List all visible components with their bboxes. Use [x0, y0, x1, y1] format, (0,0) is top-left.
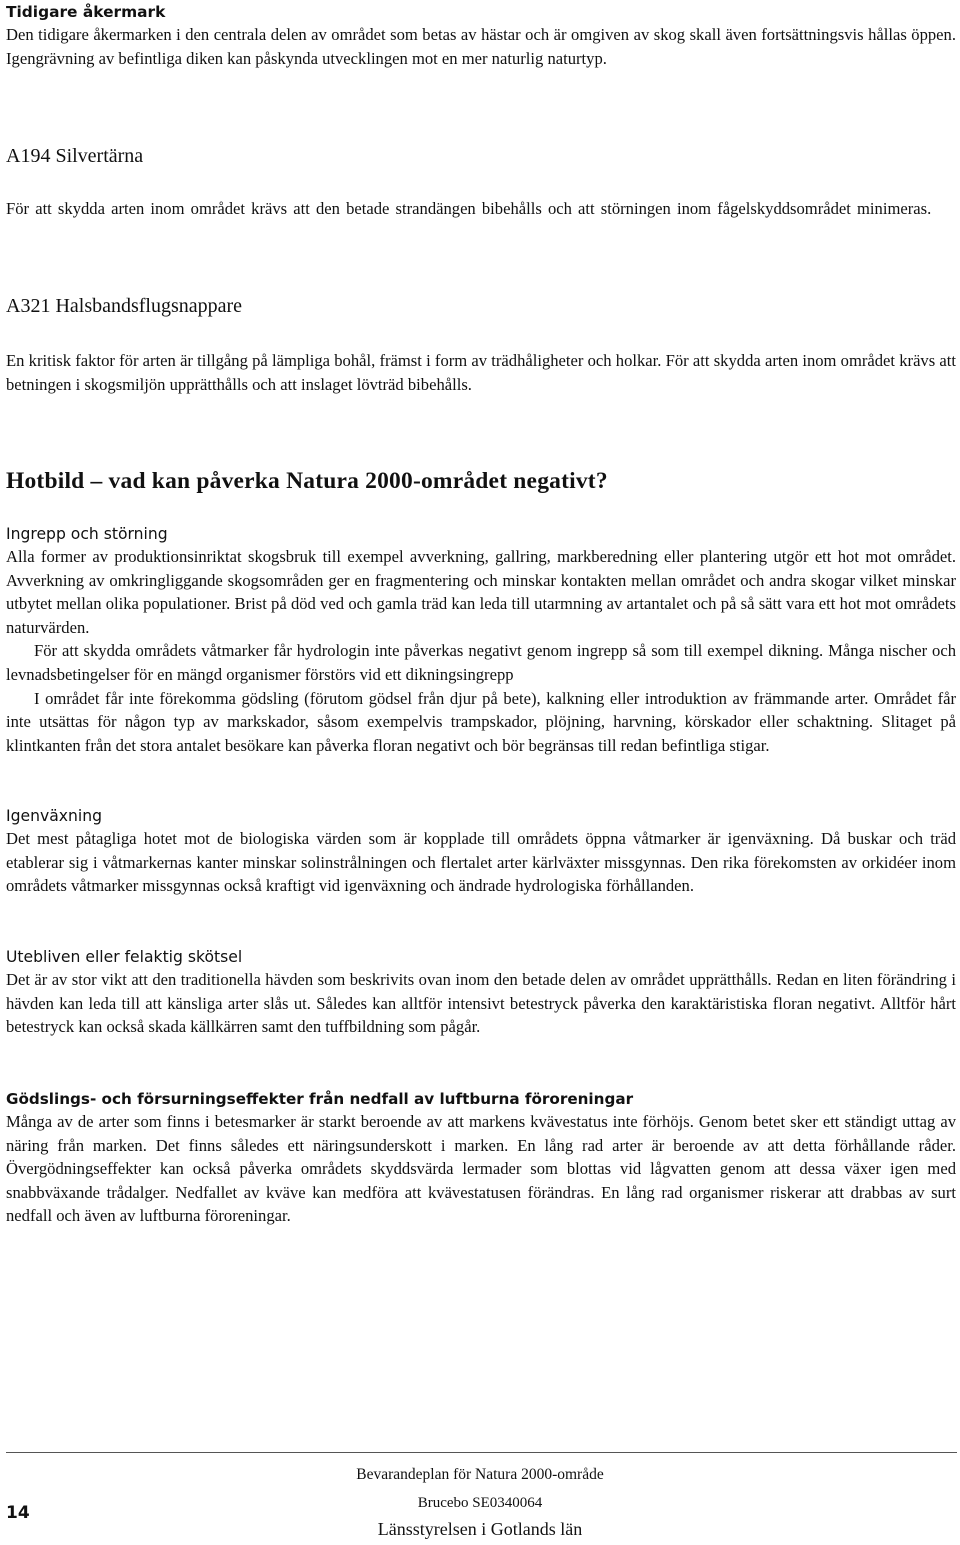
footer-site-name: Brucebo SE0340064	[417, 1495, 543, 1511]
section-body: En kritisk faktor för arten är tillgång på lämpliga bohål, främst i form av trädhåligheter och holkar. För att skydda arten inom området krävs att betningen i skogsmiljön upprätthålls och att inslaget lövträd bibehålls.	[6, 351, 956, 394]
footer-document-title: Bevarandeplan för Natura 2000-område	[356, 1466, 604, 1483]
section-a194	[6, 143, 956, 169]
section-paragraph: I området får inte förekomma gödsling (förutom gödsel från djur på bete), kalkning eller introduktion av främmande arter. Området får inte utsättas för någon typ av markskador, såsom exempelvis trampskador, plöjning, harvning, körskador eller schaktning. Slitaget på klintkanten från det stora antalet besökare kan påverka floran negativt och bör begränsas till redan befintliga stigar.	[6, 688, 956, 755]
footer-authority: Länsstyrelsen i Gotlands län	[377, 1519, 583, 1539]
section-heading: Gödslings- och försurningseffekter från nedfall av luftburna föroreningar	[6, 1090, 634, 1108]
section-body: För att skydda arten inom området krävs att den betade strandängen bibehålls och att störningen inom fågelskyddsområdet minimeras.	[6, 199, 932, 218]
section-godsling	[6, 1088, 956, 1228]
section-heading: A194 Silvertärna	[6, 145, 144, 167]
section-hotbild	[6, 466, 956, 496]
section-heading: Ingrepp och störning	[6, 525, 168, 543]
section-body: Många av de arter som finns i betesmarker är starkt beroende av att markens kvävestatus inte förhöjs. Genom betet sker ett ständigt uttag av näring från marken. Det finns således ett näringsunderskott i marken. En lång rad arter är beroende av att detta förhållande råder. Övergödningseffekter kan också påverka områdets skyddsvärda lermader som blottas vid lågvatten genom att dessa växer igen med snabbväxande trådalger. Nedfallet av kväve kan medföra att kvävestatusen förändras. En lång rad organismer riskerar att drabbas av surt nedfall och även av luftburna föroreningar.	[6, 1112, 956, 1226]
section-a321-body	[6, 349, 956, 396]
section-heading: A321 Halsbandsflugsnappare	[6, 295, 243, 317]
footer-divider	[6, 1452, 957, 1453]
section-igenvaxning	[6, 805, 956, 898]
section-heading: Igenväxning	[6, 807, 102, 825]
section-a321	[6, 293, 956, 319]
page-title: Hotbild – vad kan påverka Natura 2000-området negativt?	[6, 468, 608, 494]
section-ingrepp	[6, 523, 956, 757]
page-number: 14	[6, 1503, 30, 1523]
section-paragraph: För att skydda områdets våtmarker får hydrologin inte påverkas negativt genom ingrepp så som till exempel dikning. Många nischer och levnadsbetingelser för en mängd organismer förstörs vid ett dikningsingrepp	[6, 641, 956, 684]
section-body: Den tidigare åkermarken i den centrala delen av området som betas av hästar och är omgiven av skog skall även fortsättningsvis hållas öppen. Igengrävning av befintliga diken kan påskynda utvecklingen mot en mer naturlig naturtyp.	[6, 25, 956, 68]
section-paragraph: Alla former av produktionsinriktat skogsbruk till exempel avverkning, gallring, markberedning eller plantering utgör ett hot mot området. Avverkning av omkringliggande skogsområden ger en fragmentering och minskar kontakten mellan området och andra skogar vilket minskar utbytet mellan olika populationer. Brist på död ved och gamla träd kan leda till utarmning av artantalet och på så sätt vara ett hot mot områdets naturvärden.	[6, 547, 956, 637]
section-tidigare-akermark	[6, 1, 956, 70]
section-body: Det mest påtagliga hotet mot de biologiska värden som är kopplade till områdets öppna våtmarker är igenväxning. Då buskar och träd etablerar sig i våtmarkernas kanter minskar solinstrålningen och flertalet arter kärlväxter missgynnas. Den rika förekomsten av orkidéer inom områdets våtmarker missgynnas också kraftigt vid igenväxning och ändrade hydrologiska förhållanden.	[6, 829, 956, 896]
section-a194-body	[6, 197, 956, 221]
section-skotsel	[6, 946, 956, 1039]
section-heading: Utebliven eller felaktig skötsel	[6, 948, 243, 966]
section-heading: Tidigare åkermark	[6, 3, 166, 21]
section-body: Det är av stor vikt att den traditionella hävden som beskrivits ovan inom den betade delen av området upprätthålls. Redan en liten förändring i hävden kan leda till att känsliga arter slås ut. Således kan alltför intensivt betestryck påverka den karaktäristiska floran negativt. Alltför hårt betestryck kan också skada källkärren samt den tuffbildning som pågår.	[6, 970, 956, 1037]
